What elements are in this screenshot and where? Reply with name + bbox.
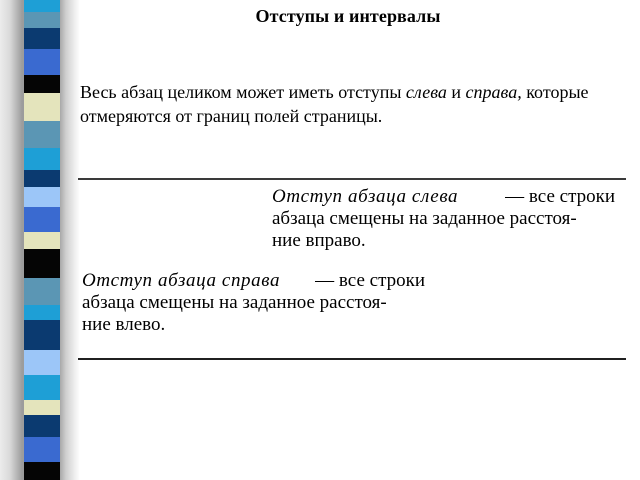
stripe-segment [24,232,60,249]
stripe-segment [24,207,60,232]
example-line-3: ние влево. [82,314,166,335]
stripe-segment [24,93,60,121]
stripe-segment [24,320,60,350]
intro-emphasis-right: справа, [465,82,522,102]
example-lead-term: Отступ абзаца слева [272,186,459,207]
stripe-segment [24,49,60,75]
example-line-3: ние вправо. [272,230,366,251]
example-line-1 [272,186,615,208]
stripe-segment [24,187,60,207]
example-line-2: абзаца смещены на заданное расстоя- [272,208,577,229]
intro-text-1: Весь абзац целиком может иметь отступы [80,82,406,102]
stripe-segment [24,121,60,148]
stripe-segment [24,249,60,278]
stripe-segment [24,148,60,170]
stripe-segment [24,278,60,305]
slide-title: Отступы и интервалы [255,6,441,26]
example-lead-term: Отступ абзаца справа [82,270,281,291]
stripe-segment [24,305,60,320]
stripe-segment [24,375,60,400]
stripe-segment [24,437,60,462]
intro-text-3: которые отмеряются от границ полей страницы. [80,82,589,126]
intro-text-2: и [446,82,466,102]
intro-paragraph [80,80,630,128]
stripe-segment [24,350,60,375]
example-line-2: абзаца смещены на заданное расстоя- [82,292,387,313]
stripe-segment [24,170,60,187]
intro-emphasis-left: слева [405,82,447,102]
example-line-1 [82,270,425,292]
right-indent-example [82,270,425,336]
decorative-striped-bar [24,0,60,480]
example-line-1-rest: — все строки [315,270,425,291]
stripe-segment [24,75,60,93]
example-line-1-rest: — все строки [505,186,615,207]
stripe-segment [24,415,60,437]
bottom-divider-rule [78,358,626,360]
top-divider-rule [78,178,626,180]
left-indent-example [272,186,615,252]
stripe-segment [24,462,60,480]
stripe-segment [24,400,60,415]
stripe-segment [24,28,60,49]
